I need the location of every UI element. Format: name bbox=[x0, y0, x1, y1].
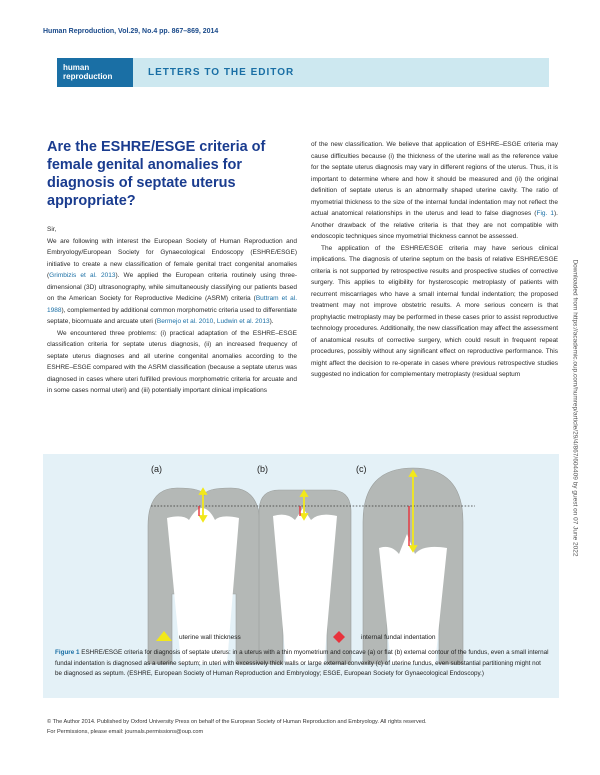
panel-label-c: (c) bbox=[356, 464, 367, 474]
permissions-notice: For Permissions, please email: journals.permissions@oup.com bbox=[47, 729, 204, 735]
paragraph-2: We encountered three problems: (i) practical adaptation of the ESHRE–ESGE classification criteria for septate uterus diagnosis, (ii) an increased frequency of septate uterus diagnoses and all uterine congenital anomalies according to the ESHRE–ESGE compared with the ASRM classification (because a septate uterus was diagnosed in cases where uteri fulfilled previous morphometric criteria for arcuate and in some cases normal uteri) and (iii) potentially important clinical implications bbox=[47, 329, 297, 394]
body-column-left bbox=[47, 224, 297, 397]
logo-line-1: human bbox=[63, 63, 90, 72]
paragraph-3: of the new classification. We believe that application of ESHRE–ESGE criteria may cause difficulties because (i) the thickness of the uterine wall as the reference value for the septate uterus diagnosis may vary in different regions of the uterus. Thus, it is important to determine where and how it should be measured and (ii) the original definition of septate uterus is an abnormally shaped uterine cavity. The ratio of myometrial thickness to the size of the internal fundal indentation may not reflect the actual anatomical relationships in the uterus and lead to false diagnoses (Fig. 1). Another drawback of the relative criteria is that they are not compatible with endoscopic techniques since myometrial thickness cannot be assessed. bbox=[311, 141, 558, 240]
legend-wall-text: uterine wall thickness bbox=[179, 634, 241, 641]
article-title: Are the ESHRE/ESGE criteria of female genital anomalies for diagnosis of septate uterus appropriate? bbox=[47, 139, 266, 209]
panel-label-a: (a) bbox=[151, 464, 162, 474]
wall-head-a-top bbox=[200, 489, 206, 494]
ref-grimbizis[interactable]: Grimbizis et al. 2013 bbox=[49, 272, 116, 279]
ref-bermejo[interactable]: Bermejo et al. 2010 bbox=[156, 318, 214, 325]
salutation: Sir, bbox=[47, 226, 57, 233]
legend-indent-text: internal fundal indentation bbox=[361, 634, 436, 641]
panel-label-b: (b) bbox=[257, 464, 268, 474]
paragraph-4: The application of the ESHRE/ESGE criteria may have serious clinical implications. The diagnosis of uterine septum on the basis of relative ESHRE/ESGE criteria is not supported by retrospective results and prospective studies of corrective surgery. This applies to eligibility for hysteroscopic metroplasty of patients with recurrent miscarriages who have a small internal fundal indentation; the proposed treatment may not improve obstetric results. A more serious concern is that prophylactic metroplasty may be performed in these cases prior to assist reproductive technology procedures. Additionally, the new classification may affect the assessment of anatomical results of corrective surgery, which could result in frequent repeat procedures, possibly without any significant effect on reproductive performance. This might affect the decision to re-operate in cases where previous retrospective studies suggested no indication for complementary metroplasty (residual septum bbox=[311, 244, 558, 378]
ref-buttram[interactable]: Buttram et al. 1988 bbox=[47, 295, 297, 314]
figure-label: Figure 1 bbox=[55, 649, 80, 656]
page-footer bbox=[47, 717, 557, 737]
journal-logo bbox=[57, 58, 133, 87]
logo-line-2: reproduction bbox=[63, 72, 113, 81]
download-watermark: Downloaded from https://academic.oup.com/humrep/article/29/4/867/604409 by guest on 07 June 2022 bbox=[571, 258, 579, 557]
body-column-right bbox=[311, 139, 558, 381]
figure-caption: Figure 1 ESHRE/ESGE criteria for diagnosis of septate uterus: in a uterus with a thin myometrium and concave (a) or flat (b) external contour of the fundus, even a small internal fundal indentation is diagnosed as a uterine septum; in uteri with excessively thick walls or large external convexity (c) of uterine fundus, even substantial partitioning might not be diagnosed as septum. (ESHRE, European Society of Human Reproduction and Embryology; ESGE, European Society for Gynaecological Endoscopy.) bbox=[55, 649, 549, 677]
journal-citation: Human Reproduction, Vol.29, No.4 pp. 867–869, 2014 bbox=[43, 28, 219, 35]
section-title: LETTERS TO THE EDITOR bbox=[148, 67, 295, 78]
ref-figure-1[interactable]: Fig. 1 bbox=[536, 210, 555, 217]
copyright-notice: © The Author 2014. Published by Oxford University Press on behalf of the European Society of Human Reproduction and Embryology. All rights reserved. bbox=[47, 719, 427, 725]
paragraph-1: We are following with interest the European Society of Human Reproduction and Embryology/European Society for Gynaecological Endoscopy (ESHRE/ESGE) initiative to create a new classification of female genital tract congenital anomalies (Grimbizis et al. 2013). We applied the European criteria routinely using three-dimensional (3D) ultrasonography, while simultaneously classifying our patients based on the American Society for Reproductive Medicine (ASRM) criteria (Buttram et al. 1988), complemented by additional common morphometric criteria used to differentiate septate, bicornuate and arcuate uteri (Bermejo et al. 2010, Ludwin et al. 2013). bbox=[47, 237, 297, 325]
ref-ludwin[interactable]: Ludwin et al. 2013 bbox=[216, 318, 270, 325]
cavity-c bbox=[379, 534, 447, 664]
